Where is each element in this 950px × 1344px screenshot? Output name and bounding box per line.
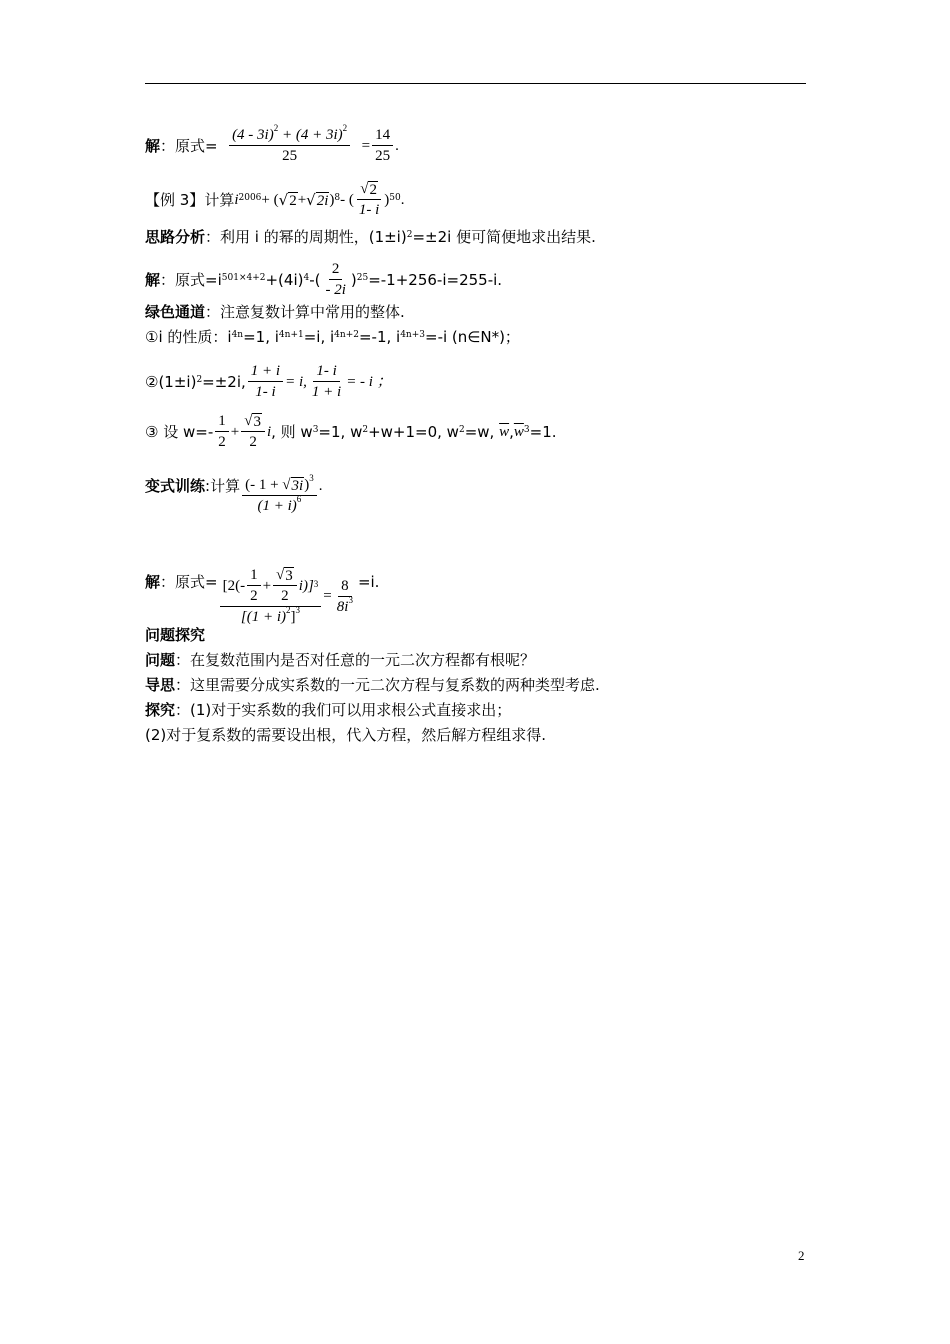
example-bracket: 【例 3】 bbox=[145, 190, 205, 209]
fraction: $\frac{1- i}{1 + i}$ bbox=[311, 363, 342, 400]
property-3: ③ 设 w=- $\frac{1}{2}$ + √ 3 2 i , 则 w $^3$ =1, w $^2$ +w+1=0, w $^2$ =w, $\overline{w}$ , $\overline{w}$ $^3$ =1. bbox=[145, 413, 557, 450]
solution-3: 解 ：原式= [2(- $\frac{1}{2}$ + √ 3 2 i)] $^3$ $[(1 + i)^2]^3$ = $\frac{8}{8i^3}$ =i. bbox=[145, 567, 380, 625]
solution-2: 解 ：原式=i $^{501\times 4+2}$ +(4i) $^4$ -( $\frac{2}{- 2i}$ ) $^{25}$ =-1+256-i=255-i. bbox=[145, 261, 503, 298]
fraction: $\frac{1 + i}{1- i}$ bbox=[248, 362, 283, 401]
fraction: (- 1 + √ 3i )$^3$ $(1 + i)^6$ bbox=[242, 476, 317, 515]
fraction: $\frac{1}{2}$ bbox=[215, 412, 229, 451]
sqrt: √ 2 bbox=[278, 190, 297, 209]
explore-line-2: (2)对于复系数的需要设出根，代入方程，然后解方程组求得. bbox=[145, 726, 547, 744]
guide-line: 导思 ：这里需要分成实系数的一元二次方程与复系数的两种类型考虑. bbox=[145, 676, 600, 694]
variant-training: 变式训练 :计算 (- 1 + √ 3i )$^3$ $(1 + i)^6$ . bbox=[145, 473, 323, 514]
fraction: √ 2 1- i bbox=[358, 181, 380, 218]
solution-text: ：原式= bbox=[160, 136, 218, 155]
property-2: ②(1±i) $^2$ =±2i, $\frac{1 + i}{1- i}$ = i, $\frac{1- i}{1 + i}$ = - i ； bbox=[145, 363, 392, 400]
fraction: [2(- $\frac{1}{2}$ + √ 3 2 i)] $^3$ $[(1 + i)^2]^3$ bbox=[220, 566, 322, 626]
analysis-line: 思路分析 ：利用 i 的幂的周期性，(1±i) $^2$ =±2i 便可简便地求出结果. bbox=[145, 228, 596, 246]
solution-1: 解 ：原式= $\frac{(4 - 3i)^2 + (4 + 3i)^2}{25}$ = $\frac{14}{25}$ . bbox=[145, 123, 399, 164]
green-channel: 绿色通道 ：注意复数计算中常用的整体. bbox=[145, 303, 405, 321]
w-bar: $\overline{w}$ bbox=[513, 423, 524, 440]
solution-label: 解 bbox=[145, 136, 161, 155]
w-bar: $\overline{w}$ bbox=[499, 423, 510, 440]
fraction: $\frac{(4 - 3i)^2 + (4 + 3i)^2}{25}$ bbox=[220, 126, 360, 165]
fraction: $\frac{14}{25}$ bbox=[372, 126, 393, 165]
page-number: 2 bbox=[798, 1248, 805, 1263]
header-rule bbox=[145, 83, 806, 84]
fraction: $\frac{2}{- 2i}$ bbox=[325, 261, 346, 298]
question-line: 问题 ：在复数范围内是否对任意的一元二次方程都有根呢？ bbox=[145, 651, 536, 669]
property-1: ①i 的性质：i $^{4n}$ =1, i $^{4n+1}$ =i, i $^{4n+2}$ =-1, i $^{4n+3}$ =-i (n∈N*)； bbox=[145, 328, 520, 346]
example-3: 【例 3】 计算 i $^{2006}$ + ( √ 2 + √ 2i ) $^8$ - ( √ 2 1- i ) $^{50}$ . bbox=[145, 181, 405, 218]
explore-line: 探究 ：(1)对于实系数的我们可以用求根公式直接求出； bbox=[145, 701, 512, 719]
sqrt: √ 2i bbox=[306, 190, 329, 209]
explore-heading: 问题探究 bbox=[145, 626, 206, 644]
fraction: √ 3 2 bbox=[241, 412, 265, 451]
analysis-label: 思路分析 bbox=[145, 228, 206, 246]
fraction: $\frac{8}{8i^3}$ bbox=[336, 577, 353, 615]
